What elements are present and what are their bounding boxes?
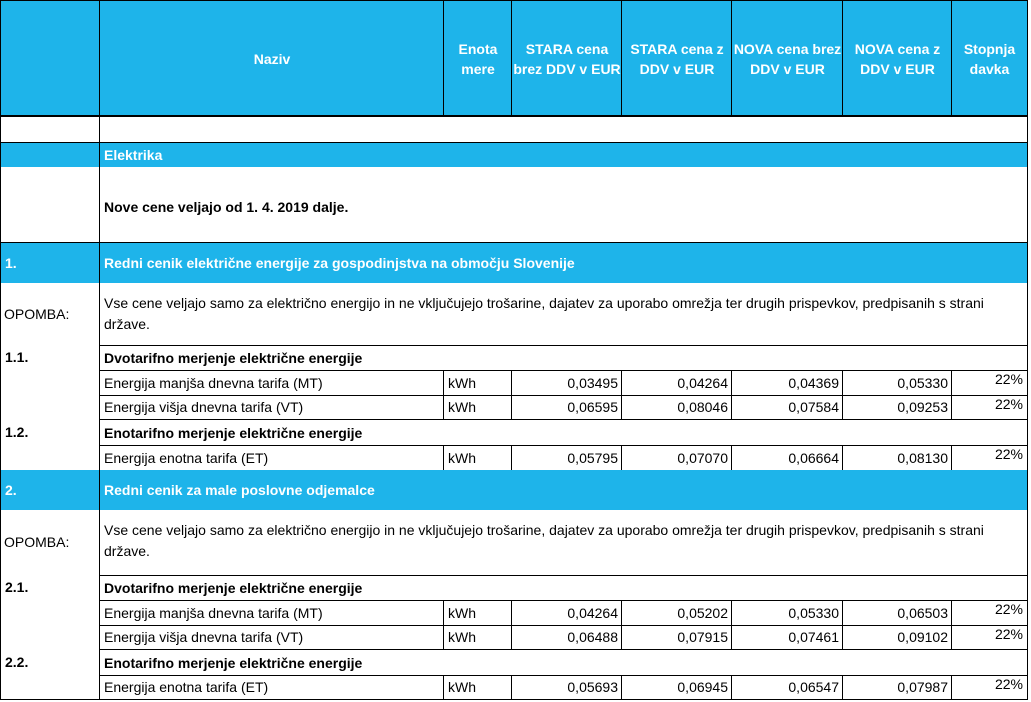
row-ddv: 22% (951, 395, 1028, 420)
group-1-note-label: OPOMBA: (0, 283, 100, 345)
empty-row-left (0, 117, 100, 143)
section-left-cell (0, 143, 100, 167)
row-stara-brez: 0,05795 (511, 445, 622, 470)
row-nova-z: 0,06503 (842, 600, 952, 625)
row-name: Energija višja dnevna tarifa (VT) (99, 395, 444, 420)
subgroup-2-2-number: 2.2. (0, 650, 100, 675)
row-nova-z: 0,09253 (842, 395, 952, 420)
row-nova-brez: 0,04369 (731, 370, 843, 395)
row-unit: kWh (443, 445, 512, 470)
row-ddv: 22% (951, 370, 1028, 395)
row-unit: kWh (443, 370, 512, 395)
row-nova-brez: 0,07461 (731, 625, 843, 650)
row-stara-z: 0,08046 (621, 395, 732, 420)
row-stara-brez: 0,04264 (511, 600, 622, 625)
row-name: Energija manjša dnevna tarifa (MT) (99, 600, 444, 625)
row-nova-brez: 0,06547 (731, 675, 843, 700)
row-unit: kWh (443, 625, 512, 650)
row-left-blank (0, 445, 100, 470)
section-title: Elektrika (99, 143, 1028, 167)
header-stara-z: STARA cena z DDV v EUR (621, 0, 732, 116)
row-name: Energija enotna tarifa (ET) (99, 445, 444, 470)
row-nova-z: 0,08130 (842, 445, 952, 470)
row-nova-brez: 0,06664 (731, 445, 843, 470)
row-unit: kWh (443, 675, 512, 700)
group-2-note-label: OPOMBA: (0, 510, 100, 575)
row-ddv: 22% (951, 600, 1028, 625)
row-left-blank (0, 675, 100, 700)
validity-notice: Nove cene veljajo od 1. 4. 2019 dalje. (99, 167, 1028, 243)
subgroup-2-1-title: Dvotarifno merjenje električne energije (99, 575, 1028, 600)
row-left-blank (0, 395, 100, 420)
row-name: Energija manjša dnevna tarifa (MT) (99, 370, 444, 395)
row-ddv: 22% (951, 675, 1028, 700)
row-nova-z: 0,09102 (842, 625, 952, 650)
row-stara-z: 0,05202 (621, 600, 732, 625)
group-2-title: Redni cenik za male poslovne odjemalce (99, 470, 1028, 510)
header-stara-brez: STARA cena brez DDV v EUR (511, 0, 622, 116)
subgroup-2-2-title: Enotarifno merjenje električne energije (99, 650, 1028, 675)
header-enota: Enota mere (443, 0, 512, 116)
header-nova-brez: NOVA cena brez DDV v EUR (731, 0, 843, 116)
subgroup-1-1-number: 1.1. (0, 345, 100, 370)
row-ddv: 22% (951, 625, 1028, 650)
row-nova-brez: 0,07584 (731, 395, 843, 420)
row-left-blank (0, 370, 100, 395)
group-1-number: 1. (0, 243, 100, 283)
group-1-title: Redni cenik električne energije za gospodinjstva na območju Slovenije (99, 243, 1028, 283)
row-name: Energija višja dnevna tarifa (VT) (99, 625, 444, 650)
row-unit: kWh (443, 600, 512, 625)
row-nova-z: 0,07987 (842, 675, 952, 700)
row-name: Energija enotna tarifa (ET) (99, 675, 444, 700)
row-nova-brez: 0,05330 (731, 600, 843, 625)
row-stara-z: 0,07915 (621, 625, 732, 650)
row-stara-z: 0,04264 (621, 370, 732, 395)
group-1-note-text: Vse cene veljajo samo za električno energijo in ne vključujejo trošarine, dajatev za uporabo omrežja ter drugih prispevkov, predpisanih s strani države. (99, 283, 1028, 345)
row-stara-brez: 0,03495 (511, 370, 622, 395)
subgroup-1-2-title: Enotarifno merjenje električne energije (99, 420, 1028, 445)
row-ddv: 22% (951, 445, 1028, 470)
row-left-blank (0, 625, 100, 650)
group-2-number: 2. (0, 470, 100, 510)
row-stara-z: 0,07070 (621, 445, 732, 470)
row-stara-z: 0,06945 (621, 675, 732, 700)
subgroup-2-1-number: 2.1. (0, 575, 100, 600)
header-blank-cell (0, 0, 100, 116)
empty-row-right (99, 117, 1028, 143)
header-nova-z: NOVA cena z DDV v EUR (842, 0, 952, 116)
row-nova-z: 0,05330 (842, 370, 952, 395)
group-2-note-text: Vse cene veljajo samo za električno energijo in ne vključujejo trošarine, dajatev za uporabo omrežja ter drugih prispevkov, predpisanih s strani države. (99, 510, 1028, 575)
subgroup-1-2-number: 1.2. (0, 420, 100, 445)
notice-left-cell (0, 167, 100, 243)
row-stara-brez: 0,06595 (511, 395, 622, 420)
row-unit: kWh (443, 395, 512, 420)
row-stara-brez: 0,06488 (511, 625, 622, 650)
header-stopnja: Stopnja davka (951, 0, 1028, 116)
subgroup-1-1-title: Dvotarifno merjenje električne energije (99, 345, 1028, 370)
row-stara-brez: 0,05693 (511, 675, 622, 700)
row-left-blank (0, 600, 100, 625)
header-naziv: Naziv (99, 0, 444, 116)
